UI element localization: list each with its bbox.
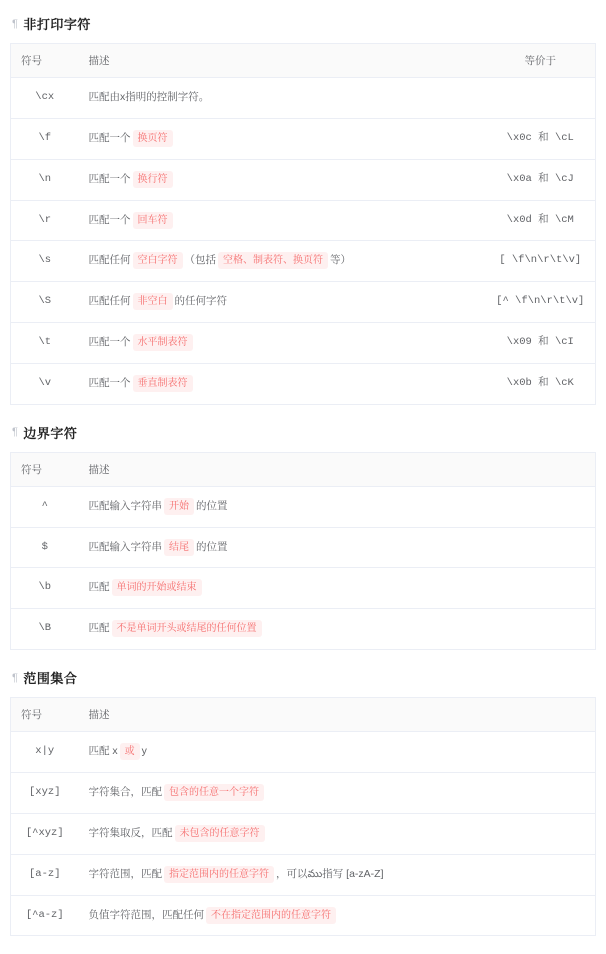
cell-description bbox=[79, 895, 596, 936]
cell-description bbox=[79, 609, 596, 650]
description-text: 匹配 单词的开始或结束 bbox=[89, 581, 204, 593]
cell-equivalent: \x0c 和 \cL bbox=[486, 118, 596, 159]
cell-symbol: \B bbox=[38, 622, 52, 635]
cell-description bbox=[79, 813, 596, 854]
cell-description bbox=[79, 159, 486, 200]
cell-symbol: \cx bbox=[11, 78, 79, 119]
section bbox=[10, 668, 596, 936]
cell-description bbox=[79, 486, 596, 527]
description-text: 匹配输入字符串 结尾 的位置 bbox=[89, 541, 228, 553]
cell-equivalent: [ \f\n\r\t\v] bbox=[486, 241, 596, 282]
description-text: 匹配一个 水平制表符 bbox=[89, 336, 195, 348]
section-heading bbox=[12, 668, 596, 687]
description-text: 字符范围，匹配 指定范围内的任意字符 ，可以ము指写 [a-zA-Z] bbox=[89, 868, 384, 880]
highlight-chip: 未包含的任意字符 bbox=[175, 825, 265, 842]
sections-container bbox=[10, 14, 596, 936]
reference-table bbox=[10, 43, 596, 405]
cell-description bbox=[79, 323, 486, 364]
column-header-description: 描述 bbox=[79, 698, 596, 732]
highlight-chip: 非空白 bbox=[133, 293, 173, 310]
cell-symbol: $ bbox=[11, 527, 79, 568]
table-row bbox=[11, 568, 596, 609]
cell-equivalent: \x0b 和 \cK bbox=[506, 376, 574, 389]
cell-symbol: \n bbox=[11, 159, 79, 200]
cell-symbol: \s bbox=[11, 241, 79, 282]
cell-symbol: ^ bbox=[11, 486, 79, 527]
cell-equivalent: \x09 和 \cI bbox=[486, 323, 596, 364]
cell-symbol: \t bbox=[11, 323, 79, 364]
description-text: 匹配输入字符串 开始 的位置 bbox=[89, 500, 228, 512]
table-row bbox=[11, 854, 596, 895]
cell-description bbox=[79, 772, 596, 813]
cell-description bbox=[79, 282, 486, 323]
cell-equivalent: [^ \f\n\r\t\v] bbox=[486, 282, 596, 323]
cell-description bbox=[79, 200, 486, 241]
highlight-chip: 单词的开始或结束 bbox=[112, 579, 202, 596]
table-row bbox=[11, 282, 596, 323]
highlight-chip: 水平制表符 bbox=[133, 334, 193, 351]
highlight-chip: 不在指定范围内的任意字符 bbox=[206, 907, 336, 924]
highlight-chip: 开始 bbox=[164, 498, 194, 515]
anchor-icon[interactable]: ¶ bbox=[12, 671, 19, 684]
cell-symbol: x|y bbox=[11, 732, 79, 773]
table-row bbox=[11, 241, 596, 282]
table-row bbox=[11, 527, 596, 568]
cell-symbol: [a-z] bbox=[11, 854, 79, 895]
column-header-symbol: 符号 bbox=[11, 698, 79, 732]
table-row bbox=[11, 118, 596, 159]
highlight-chip: 换页符 bbox=[133, 130, 173, 147]
table-row bbox=[11, 363, 596, 404]
description-text: 匹配由x指明的控制字符。 bbox=[88, 91, 210, 103]
section-heading bbox=[12, 14, 596, 33]
reference-table bbox=[10, 697, 596, 936]
cell-symbol: [xyz] bbox=[11, 772, 79, 813]
description-text: 匹配一个 换行符 bbox=[89, 173, 175, 185]
description-text: 字符集合，匹配 包含的任意一个字符 bbox=[89, 786, 267, 798]
table-row bbox=[11, 732, 596, 773]
cell-description bbox=[79, 118, 486, 159]
cell-description bbox=[79, 78, 486, 119]
highlight-chip: 指定范围内的任意字符 bbox=[164, 866, 274, 883]
description-text: 匹配一个 回车符 bbox=[89, 214, 175, 226]
cell-description bbox=[79, 527, 596, 568]
table-header-row bbox=[11, 44, 596, 78]
section-title: 范围集合 bbox=[23, 671, 78, 687]
anchor-icon[interactable]: ¶ bbox=[12, 17, 19, 30]
description-text: 匹配 x 或 y bbox=[89, 745, 147, 757]
cell-equivalent bbox=[486, 78, 596, 119]
description-text: 匹配一个 垂直制表符 bbox=[89, 377, 195, 389]
highlight-chip: 垂直制表符 bbox=[133, 375, 193, 392]
cell-description bbox=[79, 568, 596, 609]
cell-equivalent: \x0a 和 \cJ bbox=[486, 159, 596, 200]
table-row bbox=[11, 813, 596, 854]
description-text: 匹配 不是单词开头或结尾的任何位置 bbox=[89, 622, 264, 634]
column-header-symbol: 符号 bbox=[11, 44, 79, 78]
description-text: 匹配任何 非空白 的任何字符 bbox=[89, 295, 228, 307]
highlight-chip: 或 bbox=[120, 743, 140, 760]
highlight-chip: 不是单词开头或结尾的任何位置 bbox=[112, 620, 262, 637]
cell-description bbox=[79, 854, 596, 895]
table-row bbox=[11, 895, 596, 936]
section bbox=[10, 423, 596, 650]
cell-symbol: \S bbox=[11, 282, 79, 323]
highlight-chip: 空格、制表符、换页符 bbox=[218, 252, 328, 269]
table-row bbox=[11, 78, 596, 119]
cell-description bbox=[79, 732, 596, 773]
column-header-equivalent: 等价于 bbox=[486, 44, 596, 78]
section-title: 边界字符 bbox=[23, 425, 78, 441]
table-header-row bbox=[11, 698, 596, 732]
table-row bbox=[11, 772, 596, 813]
section-heading bbox=[12, 423, 596, 442]
cell-symbol: \v bbox=[38, 376, 52, 389]
table-header-row bbox=[11, 452, 596, 486]
highlight-chip: 包含的任意一个字符 bbox=[164, 784, 264, 801]
anchor-icon[interactable]: ¶ bbox=[12, 426, 19, 439]
table-row bbox=[11, 159, 596, 200]
section-title: 非打印字符 bbox=[23, 17, 91, 32]
table-row bbox=[11, 609, 596, 650]
column-header-symbol: 符号 bbox=[11, 452, 79, 486]
column-header-description: 描述 bbox=[79, 44, 486, 78]
cell-description bbox=[79, 363, 486, 404]
cell-symbol: [^a-z] bbox=[25, 908, 64, 921]
highlight-chip: 结尾 bbox=[164, 539, 194, 556]
description-text: 匹配任何 空白字符 （包括 空格、制表符、换页符 等） bbox=[89, 254, 352, 266]
description-text: 负值字符范围，匹配任何 不在指定范围内的任意字符 bbox=[89, 909, 339, 921]
column-header-description: 描述 bbox=[79, 452, 596, 486]
highlight-chip: 回车符 bbox=[133, 212, 173, 229]
highlight-chip: 换行符 bbox=[133, 171, 173, 188]
cell-symbol: \f bbox=[11, 118, 79, 159]
cell-symbol: \b bbox=[11, 568, 79, 609]
table-row bbox=[11, 200, 596, 241]
cell-description bbox=[79, 241, 486, 282]
highlight-chip: 空白字符 bbox=[133, 252, 183, 269]
cell-symbol: \r bbox=[11, 200, 79, 241]
cell-equivalent: \x0d 和 \cM bbox=[486, 200, 596, 241]
reference-table bbox=[10, 452, 596, 650]
cell-symbol: [^xyz] bbox=[11, 813, 79, 854]
table-row bbox=[11, 486, 596, 527]
section bbox=[10, 14, 596, 405]
description-text: 字符集取反，匹配 未包含的任意字符 bbox=[89, 827, 267, 839]
description-text: 匹配一个 换页符 bbox=[89, 132, 175, 144]
table-row bbox=[11, 323, 596, 364]
